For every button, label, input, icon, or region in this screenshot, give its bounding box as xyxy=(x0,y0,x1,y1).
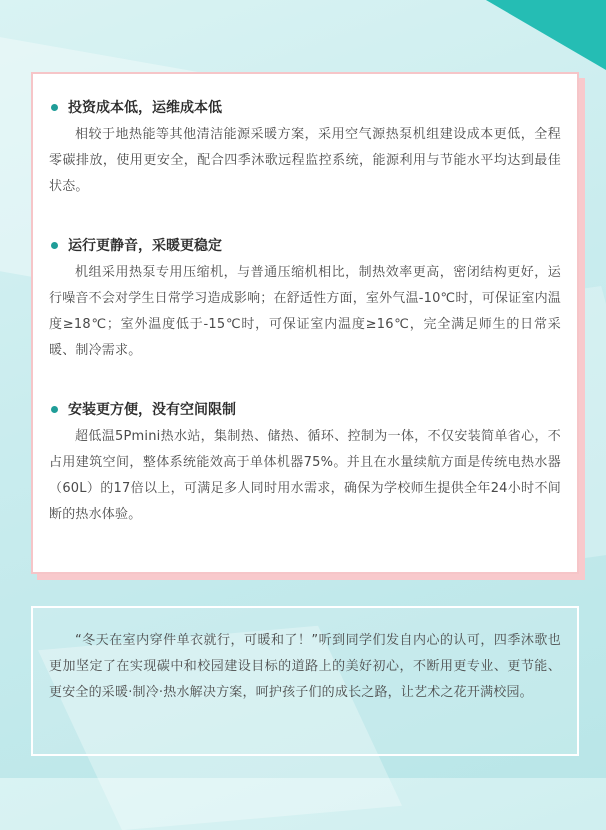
section-body: 机组采用热泵专用压缩机，与普通压缩机相比，制热效率更高，密闭结构更好，运行噪音不会对学生日常学习造成影响；在舒适性方面，室外气温-10℃时，可保证室内温度≥18℃；室外温度低于-15℃时，可保证室内温度≥16℃，完全满足师生的日常采暖、制冷需求。 xyxy=(49,265,561,358)
feature-section xyxy=(49,398,561,528)
section-heading xyxy=(49,234,561,256)
corner-decoration xyxy=(486,0,606,70)
feature-section xyxy=(49,96,561,200)
feature-section xyxy=(49,234,561,364)
bullet-dot-icon xyxy=(51,242,58,249)
section-body: 相较于地热能等其他清洁能源采暖方案，采用空气源热泵机组建设成本更低，全程零碳排放，使用更安全，配合四季沐歌远程监控系统，能源利用与节能水平均达到最佳状态。 xyxy=(49,127,561,194)
feature-card xyxy=(31,72,579,574)
section-heading xyxy=(49,96,561,118)
quote-box xyxy=(31,606,579,756)
section-body: 超低温5Pmini热水站，集制热、储热、循环、控制为一体，不仅安装简单省心，不占用建筑空间，整体系统能效高于单体机器75%。并且在水量续航方面是传统电热水器（60L）的17倍以上，可满足多人同时用水需求，确保为学校师生提供全年24小时不间断的热水体验。 xyxy=(49,429,561,522)
section-title: 安装更方便，没有空间限制 xyxy=(68,402,236,418)
bullet-dot-icon xyxy=(51,406,58,413)
bullet-dot-icon xyxy=(51,104,58,111)
quote-text: “冬天在室内穿件单衣就行，可暖和了！”听到同学们发自内心的认可，四季沐歌也更加坚定了在实现碳中和校园建设目标的道路上的美好初心，不断用更专业、更节能、更安全的采暖·制冷·热水解决方案，呵护孩子们的成长之路，让艺术之花开满校园。 xyxy=(49,633,561,700)
section-title: 运行更静音，采暖更稳定 xyxy=(68,238,222,254)
section-title: 投资成本低，运维成本低 xyxy=(68,100,222,116)
section-heading xyxy=(49,398,561,420)
